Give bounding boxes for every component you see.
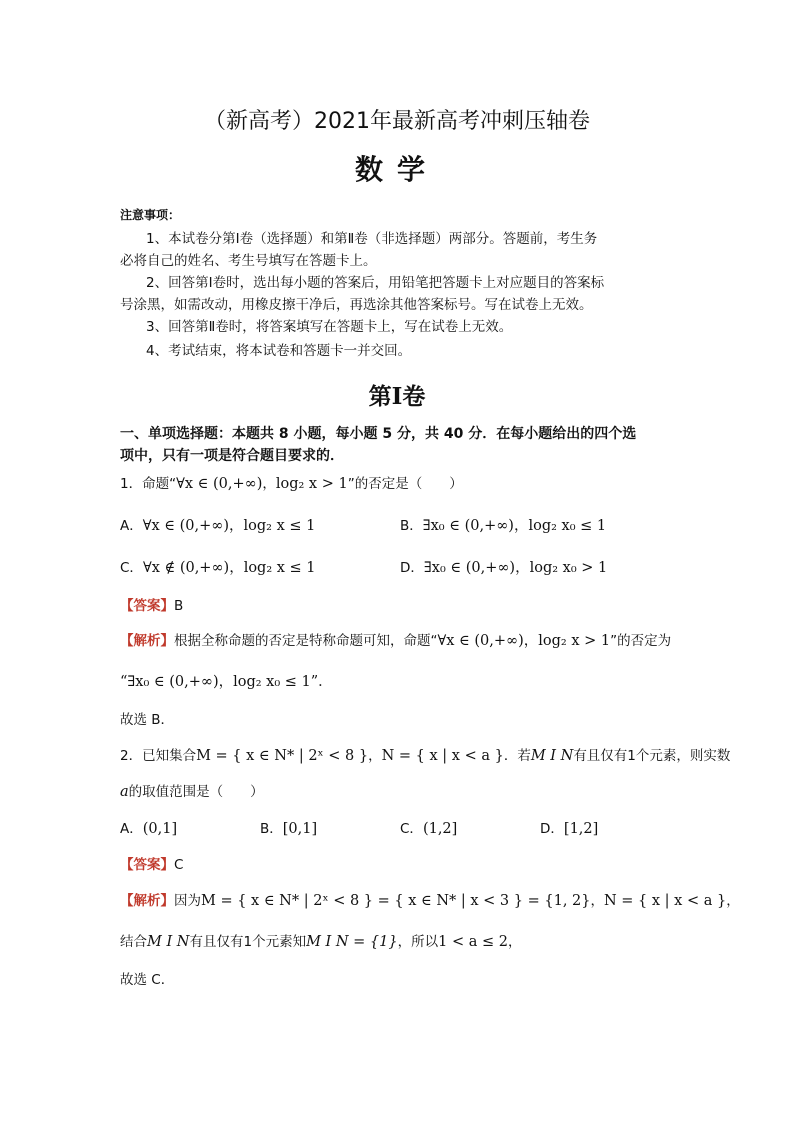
q2-analysis-math-1: M = { x ∈ N* | 2ˣ < 8 } = { x ∈ N* | x < 3 } = {1, 2} <box>201 893 591 909</box>
q2-line2-math-2: M I N = {1} <box>306 934 398 950</box>
q2-analysis-tag: 【解析】 <box>120 893 174 909</box>
q1-answer <box>120 594 183 614</box>
q2-option-a <box>120 817 177 837</box>
q2-analysis-end: ， <box>726 893 740 909</box>
exam-title: （新高考）2021年最新高考冲刺压轴卷 <box>204 109 590 134</box>
q2-option-a-math: (0,1] <box>142 821 178 837</box>
q2-analysis-line-2 <box>120 930 521 950</box>
q2-option-c-label: C． <box>400 821 423 837</box>
q2-line2-text-b: 有且仅有1个元素知 <box>189 934 307 950</box>
q2-option-a-label: A． <box>120 821 143 837</box>
part-intro-line-2: 项中，只有一项是符合题目要求的． <box>120 448 344 464</box>
q1-answer-tag: 【答案】 <box>120 598 174 614</box>
q2-option-b-label: B． <box>260 821 283 837</box>
q2-answer <box>120 853 183 873</box>
subject-title: 数学 <box>354 153 439 186</box>
q2-line2-text-d: ， <box>507 934 522 950</box>
q1-option-c <box>120 556 316 577</box>
q2-line2-text-a: 结合 <box>120 934 147 950</box>
q1-analysis <box>120 629 671 650</box>
q2-stem-line-2-text: 的取值范围是（ ） <box>128 784 264 800</box>
q2-stem-text-b: ．若 <box>503 748 531 764</box>
q2-option-b-math: [0,1] <box>282 821 318 837</box>
q2-conclusion: 故选 C． <box>120 972 175 988</box>
q2-option-c-math: (1,2] <box>422 821 458 837</box>
q1-stem-math-2: log₂ x > 1 <box>275 476 348 492</box>
q1-option-b <box>400 514 606 535</box>
q1-option-c-math: ∀x ∉ (0,+∞)，log₂ x ≤ 1 <box>142 560 316 576</box>
q2-stem-sep: ， <box>368 748 382 764</box>
q1-stem-text-b: ”的否定是（ ） <box>347 476 463 492</box>
q1-option-a-math: ∀x ∈ (0,+∞)，log₂ x ≤ 1 <box>142 518 316 534</box>
notice-item-3: 3、回答第Ⅱ卷时，将答案填写在答题卡上，写在试卷上无效。 <box>146 319 513 335</box>
notice-item-1-line-2: 必将自己的姓名、考生号填写在答题卡上。 <box>120 253 377 269</box>
notice-item-2-line-1: 2、回答第Ⅰ卷时，选出每小题的答案后，用铅笔把答题卡上对应题目的答案标 <box>146 275 605 291</box>
q1-conclusion: 故选 B． <box>120 712 175 728</box>
q1-option-c-label: C． <box>120 560 143 576</box>
q2-analysis-text: 因为 <box>174 893 201 909</box>
q1-analysis-tag: 【解析】 <box>120 633 174 649</box>
q2-answer-tag: 【答案】 <box>120 857 174 873</box>
q1-analysis-text: 根据全称命题的否定是特称命题可知，命题“ <box>174 633 438 649</box>
q1-option-a <box>120 514 315 535</box>
q1-stem-text-a: 1．命题“ <box>120 476 177 492</box>
q2-analysis-sep: ， <box>590 893 604 909</box>
q2-stem-line-2 <box>120 780 264 800</box>
q2-option-d <box>540 817 598 837</box>
notice-item-2-line-2: 号涂黑，如需改动，用橡皮擦干净后，再选涂其他答案标号。写在试卷上无效。 <box>120 297 593 313</box>
q2-stem-text-a: 2．已知集合 <box>120 748 197 764</box>
q1-option-b-math: ∃x₀ ∈ (0,+∞)，log₂ x₀ ≤ 1 <box>422 518 607 534</box>
q2-answer-value: C <box>174 857 184 873</box>
q1-option-d <box>400 556 607 577</box>
part-intro-line-1: 一、单项选择题：本题共 8 小题，每小题 5 分，共 40 分．在每小题给出的四个选 <box>120 426 637 442</box>
q1-option-a-label: A． <box>120 518 143 534</box>
q1-stem <box>120 472 463 492</box>
q2-option-d-math: [1,2] <box>563 821 599 837</box>
q1-answer-value: B <box>174 598 184 614</box>
q2-line2-math-1: M I N <box>147 934 190 950</box>
q2-stem-math-3: M I N <box>530 748 574 764</box>
notice-heading: 注意事项： <box>120 208 181 222</box>
q1-analysis-line-2: “∃x₀ ∈ (0,+∞)，log₂ x₀ ≤ 1”． <box>120 674 333 690</box>
q2-analysis-math-2: N = { x | x < a } <box>603 893 727 909</box>
q2-stem-variable: a <box>120 784 129 800</box>
q2-line2-text-c: ，所以 <box>397 934 439 950</box>
q1-option-b-label: B． <box>400 518 423 534</box>
q1-option-d-label: D． <box>400 560 424 576</box>
notice-item-4: 4、考试结束，将本试卷和答题卡一并交回。 <box>146 343 412 359</box>
section-title: 第Ⅰ卷 <box>368 383 426 410</box>
q2-analysis <box>120 889 740 909</box>
q2-option-b <box>260 817 317 837</box>
q2-line2-math-3: 1 < a ≤ 2 <box>438 934 508 950</box>
q1-stem-math-1: ∀x ∈ (0,+∞) <box>176 476 263 492</box>
q2-stem-math-1: M = { x ∈ N* | 2ˣ < 8 } <box>196 748 369 764</box>
q2-stem-text-c: 有且仅有1个元素，则实数 <box>573 748 731 764</box>
q1-stem-sep: ， <box>262 476 276 492</box>
q2-stem-math-2: N = { x | x < a } <box>381 748 504 764</box>
q2-option-d-label: D． <box>540 821 564 837</box>
q1-option-d-math: ∃x₀ ∈ (0,+∞)，log₂ x₀ > 1 <box>423 560 608 576</box>
q1-analysis-math: ∀x ∈ (0,+∞)，log₂ x > 1 <box>437 633 611 649</box>
q2-option-c <box>400 817 457 837</box>
q2-stem <box>120 744 730 764</box>
q1-analysis-text-2: ”的否定为 <box>610 633 672 649</box>
notice-item-1-line-1: 1、本试卷分第Ⅰ卷（选择题）和第Ⅱ卷（非选择题）两部分。答题前，考生务 <box>146 231 598 247</box>
